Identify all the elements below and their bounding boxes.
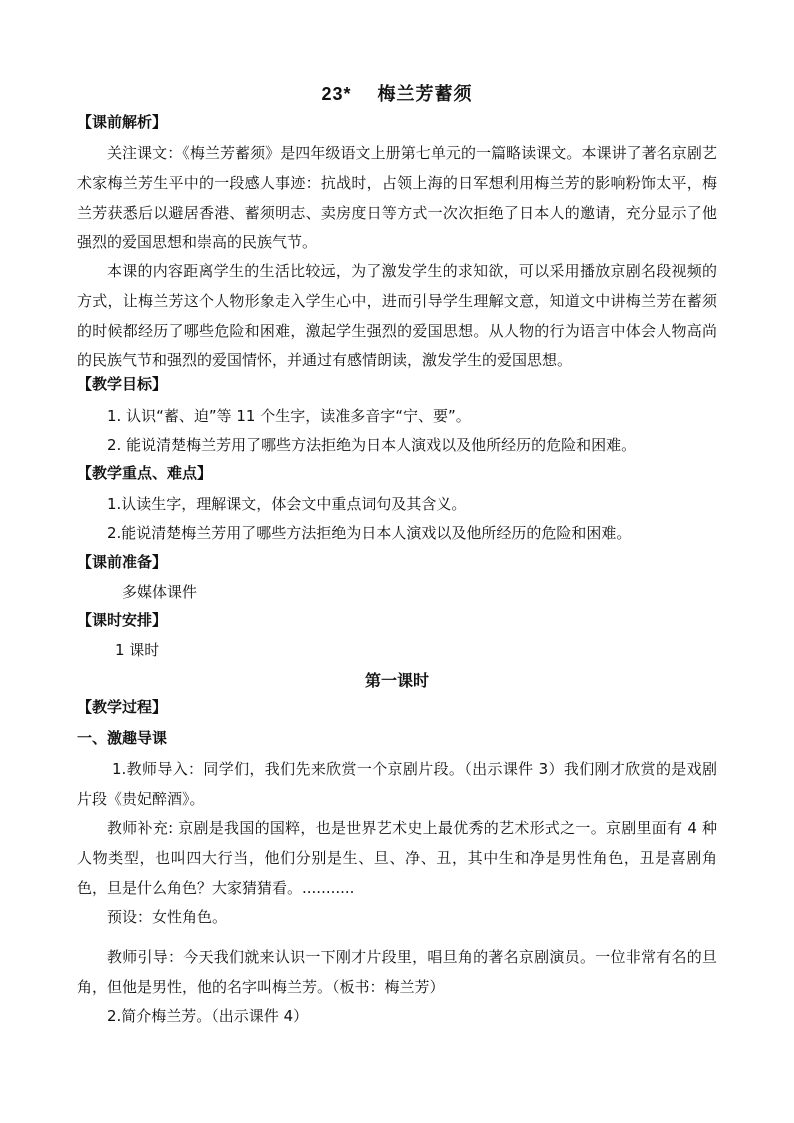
schedule-text: 1 课时 bbox=[115, 641, 160, 659]
lesson-paragraph-2: 教师补充: 京剧是我国的国粹，也是世界艺术史上最优秀的艺术形式之一。京剧里面有 4 种人物类型，也叫四大行当，他们分别是生、旦、净、丑，其中生和净是男性角色，丑是喜剧角色，旦是什么角色？大家猜猜看。........... bbox=[77, 819, 717, 897]
section-heading-goals: 【教学目标】 bbox=[77, 375, 168, 393]
section-heading-prep: 【课前准备】 bbox=[77, 553, 168, 571]
section-heading-key-points: 【教学重点、难点】 bbox=[77, 464, 213, 482]
lesson-paragraph-1: 1.教师导入：同学们，我们先来欣赏一个京剧片段。（出示课件 3）我们刚才欣赏的是戏剧片段《贵妃醉酒》。 bbox=[77, 760, 717, 808]
goal-item-2: 2. 能说清楚梅兰芳用了哪些方法拒绝为日本人演戏以及他所经历的危险和困难。 bbox=[107, 436, 637, 454]
lesson-paragraph-4: 教师引导：今天我们就来认识一下刚才片段里，唱旦角的著名京剧演员。一位非常有名的旦角，但他是男性，他的名字叫梅兰芳。（板书：梅兰芳） bbox=[77, 948, 717, 996]
document-title bbox=[77, 80, 717, 106]
title-text: 梅兰芳蓄须 bbox=[377, 84, 473, 105]
key-point-item-2: 2.能说清楚梅兰芳用了哪些方法拒绝为日本人演戏以及他所经历的危险和困难。 bbox=[107, 524, 632, 542]
lesson-paragraph-5: 2.简介梅兰芳。（出示课件 4） bbox=[107, 1007, 309, 1025]
title-number: 23* bbox=[321, 84, 352, 104]
section-heading-pre-analysis: 【课前解析】 bbox=[77, 113, 168, 131]
pre-analysis-paragraph-1: 关注课文：《梅兰芳蓄须》是四年级语文上册第七单元的一篇略读课文。本课讲了著名京剧艺术家梅兰芳生平中的一段感人事迹：抗战时，占领上海的日军想利用梅兰芳的影响粉饰太平，梅兰芳获悉后以避居香港、蓄须明志、卖房度日等方式一次次拒绝了日本人的邀请，充分显示了他强烈的爱国思想和崇高的民族气节。 bbox=[77, 144, 717, 252]
prep-text: 多媒体课件 bbox=[122, 583, 198, 601]
pre-analysis-paragraph-2: 本课的内容距离学生的生活比较远，为了激发学生的求知欲，可以采用播放京剧名段视频的方式，让梅兰芳这个人物形象走入学生心中，进而引导学生理解文意，知道文中讲梅兰芳在蓄须的时候都经历了哪些危险和困难，激起学生强烈的爱国思想。从人物的行为语言中体会人物高尚的民族气节和强烈的爱国情怀，并通过有感情朗读，激发学生的爱国思想。 bbox=[77, 262, 717, 370]
sub-heading-intro: 一、激趣导课 bbox=[77, 729, 168, 747]
key-point-item-1: 1.认读生字，理解课文，体会文中重点词句及其含义。 bbox=[107, 495, 467, 513]
section-heading-process: 【教学过程】 bbox=[77, 698, 168, 716]
section-heading-schedule: 【课时安排】 bbox=[77, 611, 168, 629]
goal-item-1: 1. 认识“蓄、迫”等 11 个生字，读准多音字“宁、要”。 bbox=[107, 407, 471, 425]
lesson-one-heading: 第一课时 bbox=[364, 671, 429, 690]
lesson-paragraph-3: 预设：女性角色。 bbox=[107, 908, 228, 926]
